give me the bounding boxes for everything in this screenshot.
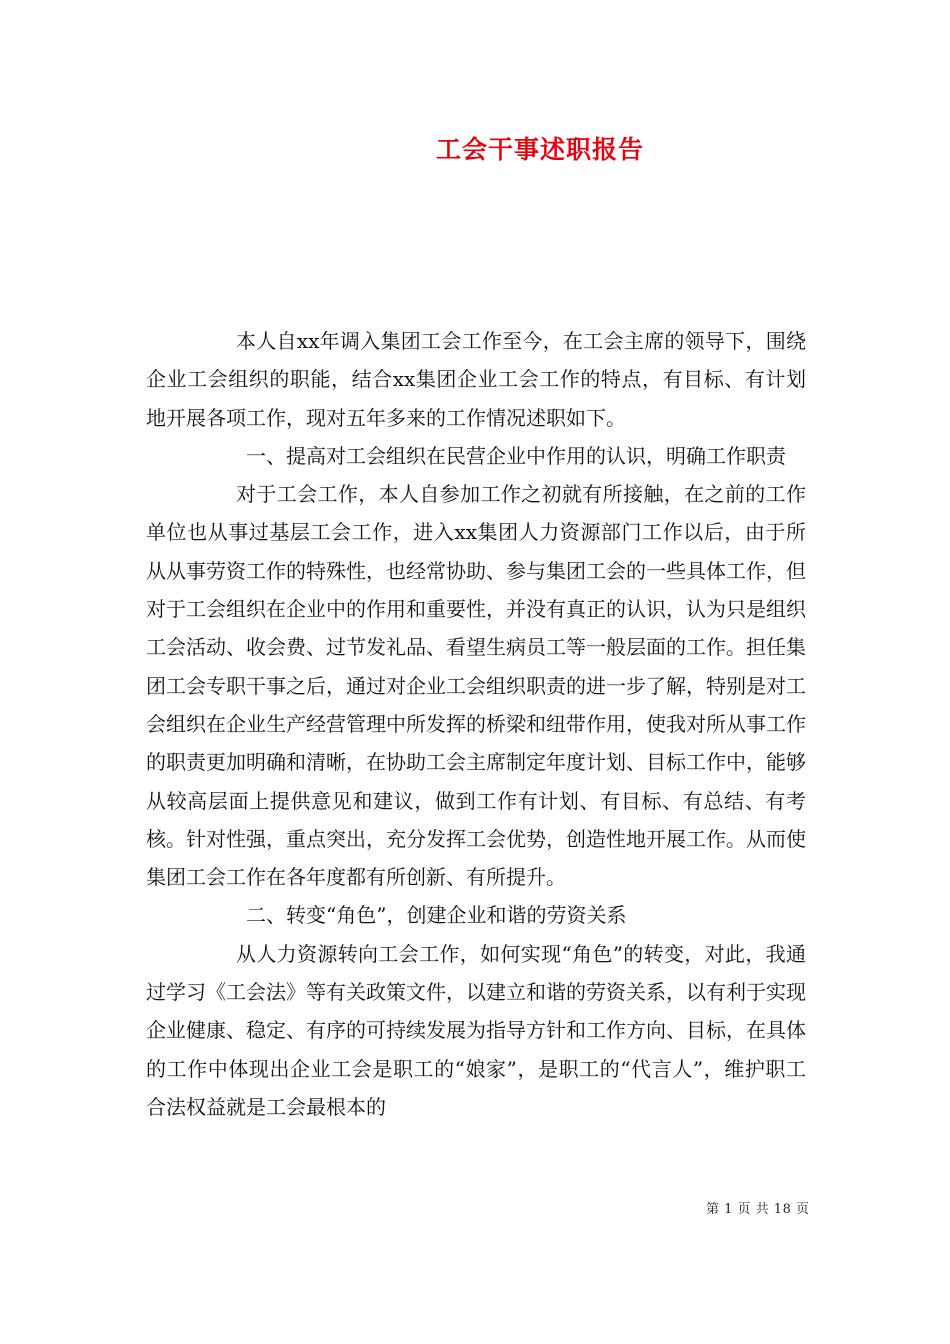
paragraph-section-1: 对于工会工作，本人自参加工作之初就有所接触，在之前的工作单位也从事过基层工会工作，进入xx集团人力资源部门工作以后，由于所从从事劳资工作的特殊性，也经常协助、参与集团工会的一些具体工作，但对于工会组织在企业中的作用和重要性，并没有真正的认识，认为只是组织工会活动、收会费、过节发礼品、看望生病员工等一般层面的工作。担任集团工会专职干事之后，通过对企业工会组织职责的进一步了解，特别是对工会组织在企业生产经营管理中所发挥的桥梁和纽带作用，使我对所从事工作的职责更加明确和清晰，在协助工会主席制定年度计划、目标工作中，能够从较高层面上提供意见和建议，做到工作有计划、有目标、有总结、有考核。针对性强，重点突出，充分发挥工会优势，创造性地开展工作。从而使集团工会工作在各年度都有所创新、有所提升。 (146, 482, 806, 890)
paragraph-intro: 本人自xx年调入集团工会工作至今，在工会主席的领导下，围绕企业工会组织的职能，结合xx集团企业工会工作的特点，有目标、有计划地开展各项工作，现对五年多来的工作情况述职如下。 (146, 329, 806, 430)
page-title: 工会干事述职报告 (435, 135, 644, 164)
section-heading-1: 一、提高对工会组织在民营企业中作用的认识，明确工作职责 (246, 443, 786, 468)
page-number: 第 1 页 共 18 页 (706, 1202, 810, 1217)
section-heading-2: 二、转变“角色”，创建企业和谐的劳资关系 (246, 903, 627, 928)
document-body (146, 322, 806, 1126)
paragraph-section-2: 从人力资源转向工会工作，如何实现“角色”的转变，对此，我通过学习《工会法》等有关政策文件，以建立和谐的劳资关系，以有利于实现企业健康、稳定、有序的可持续发展为指导方针和工作方向、目标，在具体的工作中体现出企业工会是职工的“娘家”，是职工的“代言人”，维护职工合法权益就是工会最根本的 (146, 941, 806, 1119)
